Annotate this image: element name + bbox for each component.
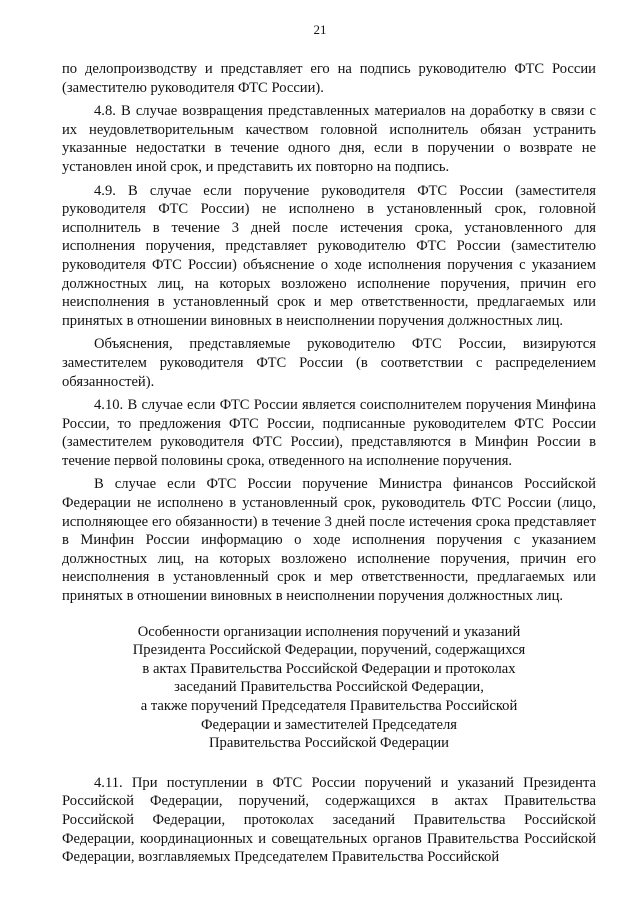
heading-line: а также поручений Председателя Правительства Российской (140, 698, 518, 714)
paragraph-continuation: по делопроизводству и представляет его на подпись руководителю ФТС России (заместителю руководителя ФТС России). (62, 61, 596, 96)
heading-line: заседаний Правительства Российской Федерации, (174, 679, 484, 696)
heading-line: Особенности организации исполнения поручений и указаний (137, 623, 521, 640)
section-heading (62, 623, 596, 753)
paragraph-4-9: 4.9. В случае если поручение руководителя ФТС России (заместителя руководителя ФТС России) не исполнено в установленный срок, головной исполнитель в течение 3 дней после истечения срока, установленного для исполнения поручения, представляет руководителю ФТС России (заместителю руководителя ФТС России) объяснение о ходе исполнения поручения с указанием должностных лиц, на которых возложено исполнение поручения, причин его неисполнения в установленный срок и мер ответственности, предлагаемых или принятых в отношении виновных в неисполнении поручения должностных лиц. (62, 182, 596, 329)
heading-line: в актах Правительства Российской Федерации и протоколах (142, 660, 516, 677)
heading-line: Правительства Российской Федерации (209, 735, 449, 752)
paragraph-4-8: 4.8. В случае возвращения представленных материалов на доработку в связи с их неудовлетворительным качеством головной исполнитель обязан устранить указанные недостатки в течение одного дня, если в поручении о возврате не установлен иной срок, и представить их повторно на подпись. (62, 103, 596, 175)
document-body (62, 60, 596, 872)
heading-line: Президента Российской Федерации, поручений, содержащихся (132, 642, 526, 659)
paragraph-4-11: 4.11. При поступлении в ФТС России поручений и указаний Президента Российской Федерации, поручений, содержащихся в актах Правительства Российской Федерации, протоколах заседаний Правительства Российской Федерации, координационных и совещательных органов Правительства Российской Федерации, возглавляемых Председателем Правительства Российской (62, 774, 596, 866)
paragraph-minfin-case: В случае если ФТС России поручение Министра финансов Российской Федерации не исполнено в установленный срок, руководитель ФТС России (лицо, исполняющее его обязанности) в течение 3 дней после истечения срока представляет в Минфин России информацию о ходе исполнения поручения с указанием должностных лиц, на которых возложено исполнение поручения, причин его неисполнения в установленный срок и мер ответственности, предлагаемых или принятых в отношении виновных в неисполнении поручения должностных лиц. (62, 476, 596, 605)
page-number: 21 (313, 22, 327, 37)
paragraph-4-10: 4.10. В случае если ФТС России является соисполнителем поручения Минфина России, то предложения ФТС России, подписанные руководителем ФТС России (заместителем руководителя ФТС России), представляются в Минфин России в течение первой половины срока, отведенного на исполнение поручения. (62, 397, 596, 469)
heading-line: Федерации и заместителей Председателя (201, 716, 457, 733)
paragraph-explanations: Объяснения, представляемые руководителю ФТС России, визируются заместителем руководителя ФТС России (в соответствии с распределением обязанностей). (62, 336, 596, 390)
